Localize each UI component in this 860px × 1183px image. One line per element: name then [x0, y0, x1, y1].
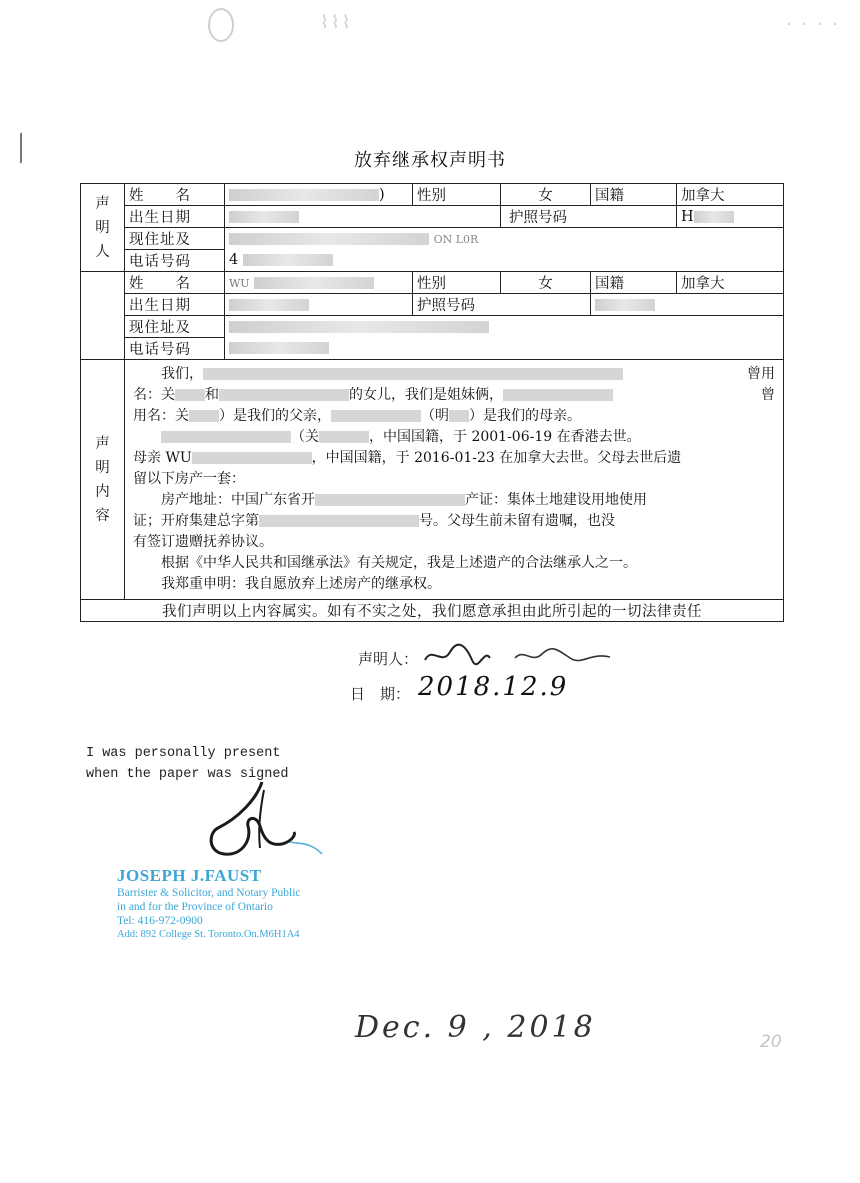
p1-gender-value: 女 [501, 184, 591, 206]
p2-gender-label: 性别 [413, 272, 501, 294]
notary-stamp [117, 866, 301, 942]
declarant-signature-scribble [420, 640, 620, 670]
p2-passport-value [591, 294, 784, 316]
content-line-2: 名：关 和 的女儿，我们是姐妹俩， 曾 [133, 387, 776, 403]
notary-name: JOSEPH J.FAUST [117, 866, 262, 885]
p2-address-value [225, 316, 784, 338]
footer-statement: 我们声明以上内容属实。如有不实之处，我们愿意承担由此所引起的一切法律责任 [81, 600, 784, 622]
section-declarants-label: 声 明 人 [81, 184, 125, 272]
p2-row-phone [81, 338, 784, 360]
p1-passport-value: H [677, 206, 784, 228]
p2-row-address [81, 316, 784, 338]
content-line-3: 用名：关 ）是我们的父亲， （明 ）是我们的母亲。 [133, 408, 581, 424]
date-label: 日 期： [350, 685, 411, 703]
content-line-9: 有签订遗赠抚养协议。 [133, 534, 273, 550]
p2-name-label: 姓 名 [125, 272, 225, 294]
declaration-content [125, 360, 784, 600]
p2-nationality-label: 国籍 [591, 272, 677, 294]
p2-row-name [81, 272, 784, 294]
handwritten-bottom-date: Dec. 9 , 2018 [355, 1010, 596, 1045]
content-line-5: 母亲 WU ，中国国籍，于 2016-01-23 在加拿大去世。父母去世后遗 [133, 450, 682, 466]
faint-handwriting: ⌇⌇⌇ [320, 12, 353, 33]
page-title: 放弃继承权声明书 [354, 150, 506, 171]
content-line-10: 根据《中华人民共和国继承法》有关规定，我是上述遗产的合法继承人之一。 [161, 555, 637, 571]
content-line-8: 证；开府集建总字第 号。父母生前未留有遗嘱，也没 [133, 513, 615, 529]
notary-signature [190, 770, 340, 870]
content-line-11: 我郑重申明：我自愿放弃上述房产的继承权。 [161, 576, 441, 592]
witness-line-2: when the paper was signed [86, 767, 289, 782]
p2-dob-value [225, 294, 413, 316]
p1-nationality-value: 加拿大 [677, 184, 784, 206]
declaration-form [80, 183, 784, 622]
handwritten-date: 2018.12.9 [418, 672, 569, 702]
footer-row [81, 600, 784, 622]
page-note: 20 [760, 1032, 782, 1052]
content-line-1: 我们， 曾用 [161, 366, 776, 382]
notary-jurisdiction: in and for the Province of Ontario [117, 901, 273, 913]
p1-phone-label: 电话号码 [125, 250, 225, 272]
declarant-signature-label: 声明人： [358, 650, 419, 668]
p2-name-value: WU [225, 272, 413, 294]
p1-phone-value: 4 [225, 250, 784, 272]
p1-passport-label: 护照号码 [501, 206, 677, 228]
notary-address: Add: 892 College St. Toronto.On.M6H1A4 [117, 929, 300, 940]
p1-nationality-label: 国籍 [591, 184, 677, 206]
section-content-label: 声 明 内 容 [81, 360, 125, 600]
p2-gender-value: 女 [501, 272, 591, 294]
content-line-6: 留以下房产一套： [133, 471, 245, 487]
content-line-4: （关 ，中国国籍，于 2001-06-19 在香港去世。 [133, 427, 775, 448]
p1-dob-value [225, 206, 501, 228]
p1-gender-label: 性别 [413, 184, 501, 206]
p1-name-label: 姓 名 [125, 184, 225, 206]
p2-nationality-value: 加拿大 [677, 272, 784, 294]
p1-row-name [81, 184, 784, 206]
content-line-7: 房产地址：中国广东省开 产证：集体土地建设用地使用 [161, 492, 647, 508]
faint-circle-mark [208, 8, 234, 42]
p2-phone-value [225, 338, 784, 360]
p2-passport-label: 护照号码 [413, 294, 591, 316]
p1-row-dob [81, 206, 784, 228]
p1-row-address [81, 228, 784, 250]
p2-phone-label: 电话号码 [125, 338, 225, 360]
notary-phone: Tel: 416-972-0900 [117, 915, 203, 927]
notary-title: Barrister & Solicitor, and Notary Public [117, 887, 301, 899]
witness-line-1: I was personally present [86, 746, 281, 761]
content-row [81, 360, 784, 600]
p2-side-cell [81, 272, 125, 360]
p2-address-label: 现住址及 [125, 316, 225, 338]
p1-row-phone [81, 250, 784, 272]
p1-dob-label: 出生日期 [125, 206, 225, 228]
p1-address-label: 现住址及 [125, 228, 225, 250]
p1-name-value: ) [225, 184, 413, 206]
faint-number: · · · · [785, 14, 840, 35]
scan-header-artifacts [190, 4, 850, 44]
p1-address-value: ON L0R [225, 228, 784, 250]
p2-dob-label: 出生日期 [125, 294, 225, 316]
p2-row-dob [81, 294, 784, 316]
